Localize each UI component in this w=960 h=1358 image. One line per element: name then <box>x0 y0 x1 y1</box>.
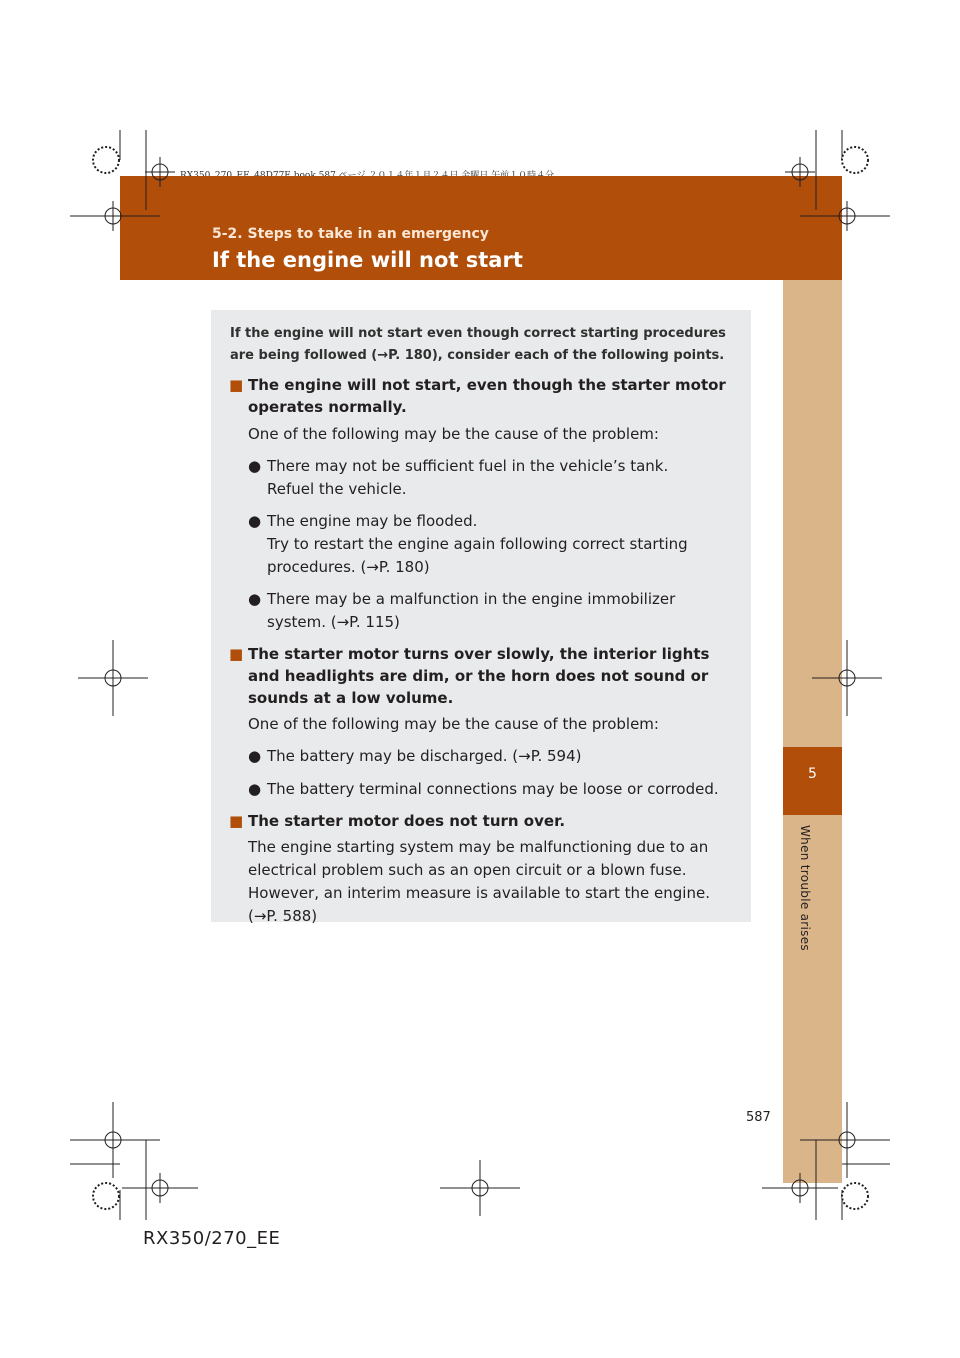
target-mark-icon <box>785 157 815 187</box>
target-mark-icon <box>98 1102 128 1178</box>
bullet-icon: ● <box>248 512 262 530</box>
target-mark-icon <box>832 201 862 231</box>
target-mark-icon <box>122 1173 198 1203</box>
bullet-icon: ● <box>248 780 262 798</box>
bullet-icon: ● <box>248 747 262 765</box>
page-title: If the engine will not start <box>212 248 523 272</box>
bullet-icon: ● <box>248 457 262 475</box>
page-number: 587 <box>746 1110 771 1125</box>
list-item-text: The engine may be flooded. Try to restart the engine again following correct starting procedures. (→P. 180) <box>267 512 688 576</box>
list-item-text: There may be a malfunction in the engine immobilizer system. (→P. 115) <box>267 590 676 631</box>
intro-text: If the engine will not start even though correct starting procedures are being followed (→P. 180), consider each of the following points. <box>230 326 726 363</box>
target-mark-icon <box>98 201 128 231</box>
section-label: 5-2. Steps to take in an emergency <box>212 226 489 242</box>
target-mark-icon <box>812 640 882 716</box>
starburst-mark-icon <box>93 1183 119 1209</box>
section-lead: One of the following may be the cause of the problem: <box>248 425 659 443</box>
square-marker-icon: ■ <box>229 812 244 830</box>
target-mark-icon <box>762 1173 838 1203</box>
square-marker-icon: ■ <box>229 376 244 394</box>
section-lead: One of the following may be the cause of the problem: <box>248 715 659 733</box>
model-code: RX350/270_EE <box>143 1228 281 1249</box>
chapter-number: 5 <box>808 766 817 782</box>
list-item-text: The battery terminal connections may be loose or corroded. <box>267 780 719 798</box>
section-heading-text: The engine will not start, even though the starter motor operates normally. <box>248 376 726 416</box>
list-item-text: There may not be sufficient fuel in the vehicle’s tank. Refuel the vehicle. <box>267 457 669 498</box>
target-mark-icon <box>832 1102 862 1178</box>
square-marker-icon: ■ <box>229 645 244 663</box>
starburst-mark-icon <box>842 1183 868 1209</box>
section-heading-text: The starter motor does not turn over. <box>248 812 566 830</box>
list-item-text: The battery may be discharged. (→P. 594) <box>267 747 582 765</box>
target-mark-icon <box>145 157 175 187</box>
section-lead: The engine starting system may be malfunctioning due to an electrical problem such as an open circuit or a blown fuse. However, an interim measure is available to start the engine. (→P. 588) <box>248 838 710 925</box>
starburst-mark-icon <box>842 147 868 173</box>
bullet-icon: ● <box>248 590 262 608</box>
section-heading-text: The starter motor turns over slowly, the interior lights and headlights are dim, or the horn does not sound or sounds at a low volume. <box>248 645 710 707</box>
starburst-mark-icon <box>93 147 119 173</box>
target-mark-icon <box>440 1160 520 1216</box>
target-mark-icon <box>78 640 148 716</box>
chapter-title: When trouble arises <box>798 825 812 951</box>
